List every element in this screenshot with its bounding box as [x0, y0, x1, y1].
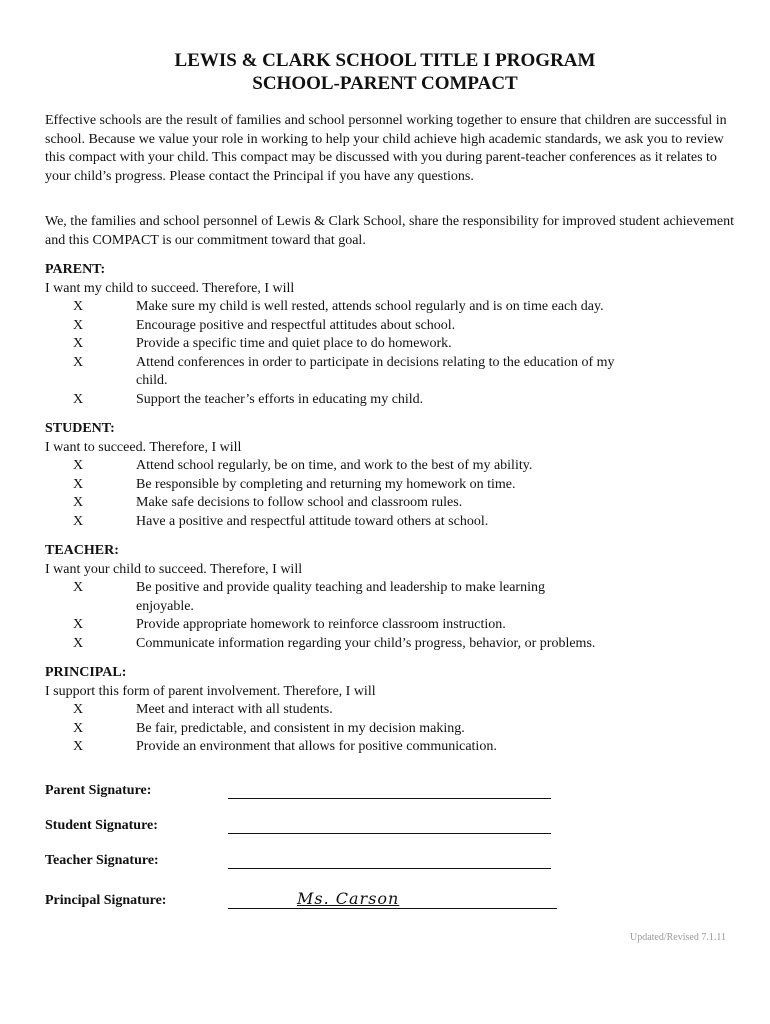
list-item-text: Provide appropriate homework to reinforce classroom instruction.: [136, 617, 506, 632]
principal-signature-label: Principal Signature:: [45, 893, 167, 908]
list-item-text: Provide an environment that allows for positive communication.: [136, 739, 497, 754]
parent-heading: PARENT:: [45, 262, 106, 277]
x-marker: X: [73, 739, 84, 754]
student-heading: STUDENT:: [45, 421, 115, 436]
teacher-signature-row: [45, 853, 565, 873]
x-marker: X: [73, 317, 84, 333]
document-title: [0, 49, 770, 95]
list-item-text: Be positive and provide quality teaching and leadership to make learning enjoyable.: [136, 580, 545, 614]
list-item-text: Make sure my child is well rested, attends school regularly and is on time each day.: [136, 299, 604, 314]
shared-responsibility-paragraph: We, the families and school personnel of Lewis & Clark School, share the responsibility for improved student achievement and this COMPACT is our commitment toward that goal.: [45, 214, 734, 248]
list-item-text: Be responsible by completing and returning my homework on time.: [136, 476, 516, 492]
principal-signature-row: [45, 889, 565, 913]
list-item-text: Make safe decisions to follow school and classroom rules.: [136, 495, 463, 510]
list-item-text: Encourage positive and respectful attitudes about school.: [136, 317, 456, 333]
list-item: [45, 513, 735, 532]
principal-intro: I support this form of parent involvement. Therefore, I will: [45, 683, 376, 699]
x-marker: X: [73, 702, 84, 717]
x-marker: X: [73, 391, 84, 407]
principal-heading: PRINCIPAL:: [45, 665, 127, 680]
student-signature-label: Student Signature:: [45, 818, 158, 833]
list-item: [45, 335, 735, 354]
list-item: [45, 579, 735, 616]
student-signature-line[interactable]: [228, 833, 551, 834]
list-item: [45, 354, 735, 391]
teacher-intro: I want your child to succeed. Therefore, I will: [45, 561, 303, 577]
list-item-text: Support the teacher’s efforts in educating my child.: [136, 391, 424, 407]
principal-signature-line[interactable]: [228, 908, 557, 909]
teacher-signature-line[interactable]: [228, 868, 551, 869]
list-item-text: Attend school regularly, be on time, and work to the best of my ability.: [136, 458, 533, 473]
teacher-signature-label: Teacher Signature:: [45, 853, 159, 868]
list-item: [45, 635, 735, 654]
parent-signature-line[interactable]: [228, 798, 551, 799]
list-item: [45, 701, 735, 720]
teacher-heading: TEACHER:: [45, 543, 119, 558]
list-item: [45, 616, 735, 635]
parent-section: [45, 261, 735, 409]
title-line-2: SCHOOL-PARENT COMPACT: [252, 73, 518, 94]
list-item: [45, 298, 735, 317]
revision-date: Updated/Revised 7.1.11: [629, 932, 726, 943]
student-intro: I want to succeed. Therefore, I will: [45, 439, 242, 455]
x-marker: X: [73, 336, 84, 351]
x-marker: X: [73, 617, 84, 632]
list-item: [45, 317, 735, 336]
list-item: [45, 720, 735, 739]
intro-paragraph: Effective schools are the result of families and school personnel working together to ensure that children are successful in school. Because we value your role in working to help your child achieve high academic standards, we ask you to review this compact with your child. This compact may be discussed with you during parent-teacher conferences as it relates to your child’s progress. Please contact the Principal if you have any questions.: [45, 113, 727, 184]
parent-signature-row: [45, 783, 565, 803]
parent-signature-label: Parent Signature:: [45, 783, 152, 798]
x-marker: X: [73, 720, 84, 736]
list-item-text: Attend conferences in order to participate in decisions relating to the education of my child.: [136, 354, 615, 388]
x-marker: X: [73, 476, 84, 492]
x-marker: X: [73, 299, 84, 314]
principal-signature: Ms. Carson: [297, 889, 400, 908]
student-section: [45, 420, 735, 531]
list-item-text: Have a positive and respectful attitude toward others at school.: [136, 513, 489, 529]
x-marker: X: [73, 458, 84, 473]
student-signature-row: [45, 818, 565, 838]
list-item-text: Meet and interact with all students.: [136, 702, 333, 717]
list-item-text: Be fair, predictable, and consistent in my decision making.: [136, 720, 465, 736]
principal-section: [45, 664, 735, 757]
x-marker: X: [73, 495, 84, 510]
list-item: [45, 457, 735, 476]
x-marker: X: [73, 635, 84, 651]
x-marker: X: [73, 580, 84, 595]
list-item-text: Communicate information regarding your child’s progress, behavior, or problems.: [136, 635, 596, 651]
title-line-1: LEWIS & CLARK SCHOOL TITLE I PROGRAM: [174, 50, 596, 71]
list-item-text: Provide a specific time and quiet place to do homework.: [136, 336, 452, 351]
teacher-section: [45, 542, 735, 653]
x-marker: X: [73, 513, 84, 529]
parent-intro: I want my child to succeed. Therefore, I will: [45, 280, 295, 296]
list-item: [45, 494, 735, 513]
x-marker: X: [73, 354, 84, 370]
list-item: [45, 391, 735, 410]
list-item: [45, 738, 735, 757]
list-item: [45, 476, 735, 495]
